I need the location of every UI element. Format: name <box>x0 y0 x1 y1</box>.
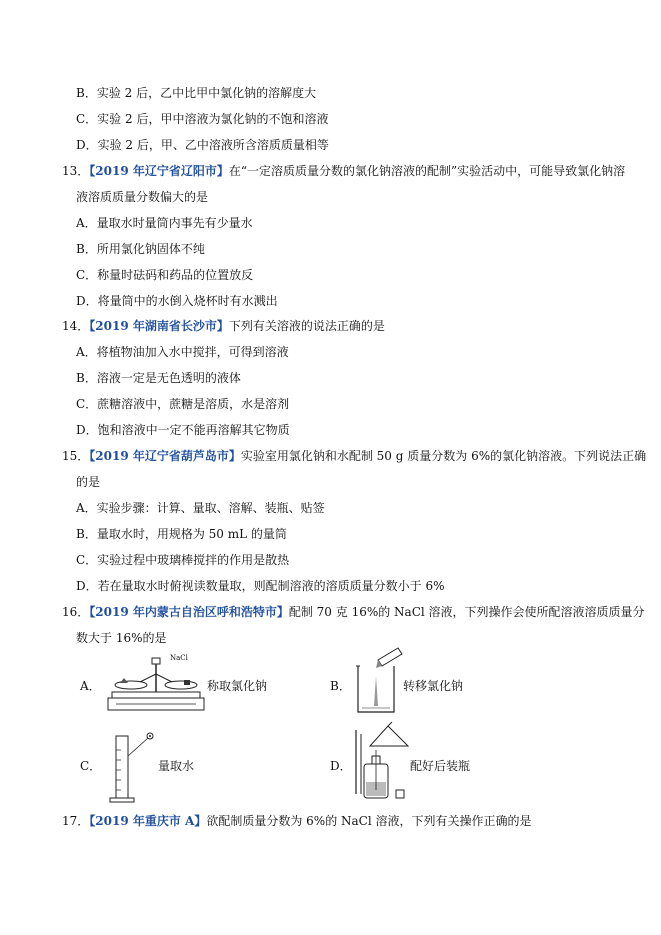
q14-option-d: D．饱和溶液中一定不能再溶解其它物质 <box>76 423 290 437</box>
balance-nacl-label: NaCl <box>170 654 188 662</box>
q16-option-a-letter: A． <box>80 679 101 693</box>
q13-number: 13． <box>62 164 90 178</box>
beaker-spatula-figure <box>352 646 404 718</box>
q16-option-d-text: 配好后装瓶 <box>410 759 471 773</box>
q14-stem-line-1 <box>62 317 385 335</box>
q15-option-c: C．实验过程中玻璃棒搅拌的作用是散热 <box>76 553 290 567</box>
q16-option-a-text: 称取氯化钠 <box>207 679 268 693</box>
q17-stem-line-1 <box>62 812 532 830</box>
balance-figure <box>106 652 206 714</box>
q13-source-tag: 【2019 年辽宁省辽阳市】 <box>89 164 229 178</box>
q16-option-c-letter: C． <box>80 759 102 773</box>
q13-stem-text: 在“一定溶质质量分数的氯化钠溶液的配制”实验活动中，可能导致氯化钠溶 <box>228 164 626 178</box>
q16-option-b-text: 转移氯化钠 <box>403 679 464 693</box>
q17-number: 17． <box>62 814 90 828</box>
q16-option-d-letter: D． <box>330 759 352 773</box>
q13-option-d: D．将量筒中的水倒入烧杯时有水溅出 <box>76 294 278 308</box>
q15-option-b: B．量取水时，用规格为 50 mL 的量筒 <box>76 527 287 541</box>
q12-option-b: B．实验 2 后，乙中比甲中氯化钠的溶解度大 <box>76 86 317 100</box>
q16-stem-text: 配制 70 克 16%的 NaCl 溶液，下列操作会使所配溶液溶质质量分 <box>288 605 645 619</box>
q15-number: 15． <box>62 449 90 463</box>
q15-stem-text: 实验室用氯化钠和水配制 50 g 质量分数为 6%的氯化钠溶液。下列说法正确 <box>240 449 647 463</box>
funnel-bottle-figure <box>352 720 412 806</box>
q16-stem-line-2: 数大于 16%的是 <box>76 631 167 645</box>
q14-option-b: B．溶液一定是无色透明的液体 <box>76 371 241 385</box>
q14-source-tag: 【2019 年湖南省长沙市】 <box>89 319 229 333</box>
q13-stem-line-2: 液溶质质量分数偏大的是 <box>76 190 209 204</box>
q16-stem-line-1 <box>62 603 645 621</box>
q16-option-b-letter: B． <box>330 679 351 693</box>
q12-option-d: D．实验 2 后，甲、乙中溶液所含溶质质量相等 <box>76 138 329 152</box>
q15-option-d: D．若在量取水时俯视读数量取，则配制溶液的溶质质量分数小于 6% <box>76 579 445 593</box>
q14-number: 14． <box>62 319 90 333</box>
graduated-cylinder-figure <box>106 726 158 806</box>
q14-stem-text: 下列有关溶液的说法正确的是 <box>228 319 385 333</box>
q14-option-a: A．将植物油加入水中搅拌，可得到溶液 <box>76 345 289 359</box>
q16-number: 16． <box>62 605 90 619</box>
q16-option-c-text: 量取水 <box>158 759 195 773</box>
q13-option-a: A．量取水时量筒内事先有少量水 <box>76 216 253 230</box>
q17-source-tag: 【2019 年重庆市 A】 <box>89 814 207 828</box>
q15-source-tag: 【2019 年辽宁省葫芦岛市】 <box>89 449 241 463</box>
q15-stem-line-1 <box>62 447 646 465</box>
q14-option-c: C．蔗糖溶液中，蔗糖是溶质，水是溶剂 <box>76 397 290 411</box>
q15-stem-line-2: 的是 <box>76 475 101 489</box>
q13-option-b: B．所用氯化钠固体不纯 <box>76 242 205 256</box>
q15-option-a: A．实验步骤：计算、量取、溶解、装瓶、贴签 <box>76 501 325 515</box>
q13-stem-line-1 <box>62 162 625 180</box>
q13-option-c: C．称量时砝码和药品的位置放反 <box>76 268 254 282</box>
q12-option-c: C．实验 2 后，甲中溶液为氯化钠的不饱和溶液 <box>76 112 329 126</box>
q16-source-tag: 【2019 年内蒙古自治区呼和浩特市】 <box>89 605 289 619</box>
q17-stem-text: 欲配制质量分数为 6%的 NaCl 溶液，下列有关操作正确的是 <box>206 814 532 828</box>
